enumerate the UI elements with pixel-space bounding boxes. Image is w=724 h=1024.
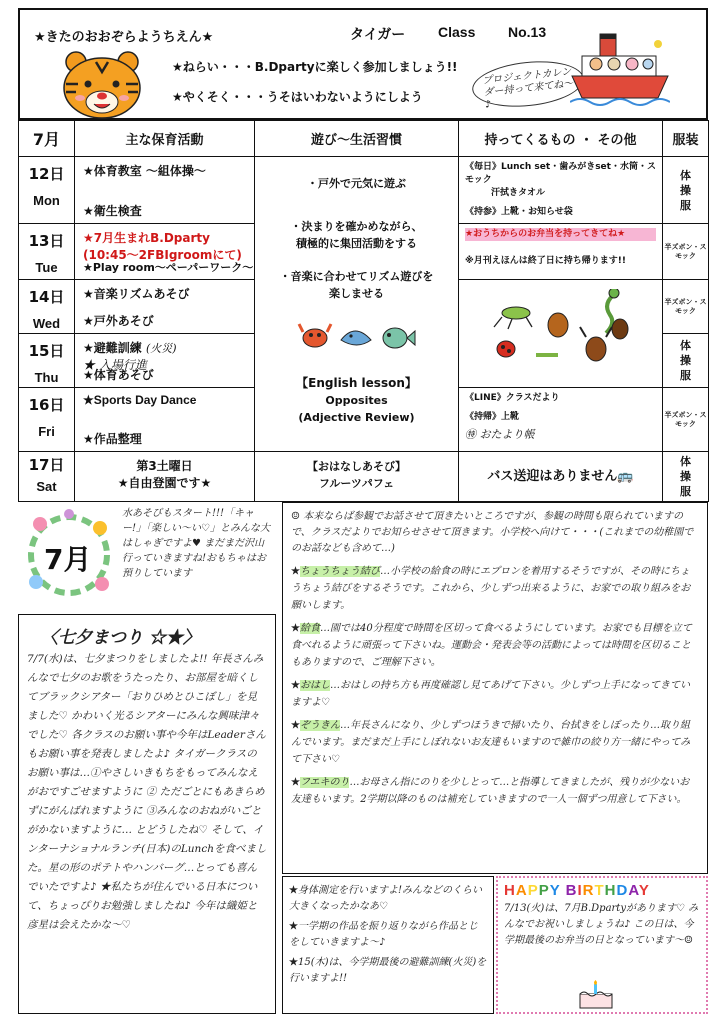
weekly-schedule-table [18, 120, 709, 502]
header [18, 8, 708, 120]
tanabata-body: 7/7(水)は、七夕まつりをしましたよ!! 年長さんみんなで七夕のお歌をうたったり、お部屋を暗くしてブラックシアター「おりひめとひこぼし」を見ました♡ かわいく光るシアターにみんな興味津々でした♡ 各クラスのお願い事や今年はLeaderさんもお願い事を発表しましたよ♪ タイガークラスのお願い事は…①やさしいきもちをもってみんなえがおですごせますように ② ただごとにもあきらめずにがんばれますように ③みんなのおねがいごとがかないますように… とどうしたね♡ そして、インターナショナルランチ(日本)のLunchを食べました。星の形のポテトやハンバーグ…とっても喜んでいたですよ♪ ★私たちが住んでいる日本について、ちょっぴりお勉強しましたね♪ 今年は織姫と彦星は会えたかな〜♡ [27, 653, 267, 931]
note-item: ★ぞうきん…年長さんになり、少しずつほうきで掃いたり、台拭きをしぼったり…取り組んでいます。まだまだ上手にしぼれないお友達もいますので雑巾の絞り方一緒にやってみて下さい♡ [291, 720, 691, 765]
bring-cell: バス送迎はありません🚌 [459, 452, 663, 502]
play-header: 遊び〜生活習慣 [255, 121, 459, 157]
activities-header: 主な保育活動 [75, 121, 255, 157]
clothing-header: 服装 [663, 121, 709, 157]
activity-cell: ★Sports Day Dance ★作品整理 [75, 388, 255, 452]
goal-text: ★ねらい・・・B.Dpartyに楽しく参加しましょう!! [172, 60, 458, 74]
event-item: ★15(木)は、今学期最後の避難訓練(火災)を行いますよ!! [289, 957, 487, 984]
upcoming-events [282, 876, 494, 1014]
note-item: ★給食…園では40分程度で時間を区切って食べるようにしています。お家でも目標を立て食べれるように頑張って下さいね。運動会・発表会等の活動によっては時間を区切ることもありますので、ご理解下さい。 [291, 623, 692, 668]
star-icon: ★ [291, 720, 300, 731]
class-name: タイガー [350, 27, 406, 43]
english-lesson-title: 【English lesson】 [296, 376, 417, 390]
class-label: Class [438, 24, 476, 40]
issue-number: No.13 [508, 24, 547, 40]
note-item: ★おはし…おはしの持ち方も再度確認し見てあげて下さい。少しずつ上手になってきていますよ♡ [291, 680, 690, 708]
activity-cell: ★避難訓練 (火災) ★ 入場行進 ★体育あそび [75, 334, 255, 388]
note-item: ★ちょうちょう結び…小学校の給食の時にエプロンを着用するそうですが、その時にちょうちょう結びをするそうです。これから、少しずつ出来るように、お家での取り組みをお願いします。 [291, 566, 691, 611]
story-cell: 【おはなしあそび】 フルーツパフェ [255, 452, 459, 502]
day-cell: 12日 Mon [19, 157, 75, 224]
play-habits-cell: ・戸外で元気に遊ぶ ・決まりを確かめながら、 積極的に集団活動をする ・音楽に合わせてリズム遊びを 楽しませる 【English lesson】 Opposites (Adjective Review) [255, 157, 459, 452]
smile-icon: ☺ [291, 511, 300, 522]
day-cell: 14日 Wed [19, 280, 75, 334]
insects-illustration [486, 289, 636, 373]
tanabata-title: 〈七夕まつり ☆★〉 [41, 628, 200, 648]
event-item: ★身体測定を行いますよ!みんなどのくらい大きくなったかなあ♡ [289, 885, 482, 912]
sea-creatures-illustration [297, 318, 417, 352]
month-header: 7月 [19, 121, 75, 157]
bring-cell: 《LINE》クラスだより 《持帰》上靴 ㊕ おたより帳 [459, 388, 663, 452]
note-item: ★フエキのり…お母さん指にのりを少しとって…と指導してきましたが、残りが少ないお友達もいます。2学期以降のものは補充していきますので一人一個ずつ用意して下さい。 [291, 777, 690, 805]
activity-cell: ★音楽リズムあそび ★戸外あそび [75, 280, 255, 334]
clothing-cell: 半ズボン・スモック [663, 280, 709, 334]
day-cell: 17日 Sat [19, 452, 75, 502]
birthday-message: 7/13(火)は、7月B.Dpartyがあります♡ みんなでお祝いしましょうね♪ この日は、今学期最後のお弁当の日となっています〜☺ [504, 903, 699, 946]
bring-cell [459, 280, 663, 388]
event-item: ★一学期の作品を振り返りながら作品とじをしていきますよ〜♪ [289, 921, 478, 948]
birthday-title: HAPPY BIRTHDAY [504, 882, 650, 899]
star-icon: ★ [291, 566, 300, 577]
english-lesson-topic: Opposites [325, 394, 388, 407]
clothing-cell: 半ズボン・スモック [663, 388, 709, 452]
table-row [19, 157, 709, 224]
july-badge: 7月 [44, 543, 92, 576]
clothing-cell: 体操服 [663, 157, 709, 224]
clothing-cell: 体操服 [663, 334, 709, 388]
bring-cell: 《毎日》Lunch set・歯みがきset・水筒・スモック 汗拭きタオル 《持参》上靴・お知らせ袋 [459, 157, 663, 224]
july-section [18, 502, 276, 612]
day-cell: 15日 Thu [19, 334, 75, 388]
day-cell: 16日 Fri [19, 388, 75, 452]
school-name: ★きたのおおぞらようちえん★ [34, 30, 214, 45]
star-icon: ★ [291, 680, 300, 691]
activity-cell: ★7月生まれB.Dparty (10:45〜2FBIgroomにて) ★Play room〜ペーパーワーク〜 [75, 224, 255, 280]
school-prep-notes [282, 502, 708, 874]
star-icon: ★ [291, 777, 300, 788]
clothing-cell: 体操服 [663, 452, 709, 502]
english-lesson-subtopic: (Adjective Review) [298, 411, 415, 424]
notes-intro: 本来ならば参観でお話させて頂きたいところですが、参観の時間も限られていますので、クラスだよりでお知らせさせて頂きます。小学校へ向けて・・・(これまでの幼稚園でのお話なども含めて…) [291, 511, 694, 554]
star-icon: ★ [291, 623, 300, 634]
activity-cell: 第3土曜日 ★自由登園です★ [75, 452, 255, 502]
bring-header: 持ってくるもの ・ その他 [459, 121, 663, 157]
day-cell: 13日 Tue [19, 224, 75, 280]
newsletter-page [18, 8, 708, 1016]
bring-cell: ★おうちからのお弁当を持ってきてね★ ※月刊えほんは終了日に持ち帰ります!! [459, 224, 663, 280]
tanabata-section [18, 614, 276, 1014]
birthday-section [496, 876, 708, 1014]
table-row [19, 452, 709, 502]
promise-text: ★やくそく・・・うそはいわないようにしよう [172, 90, 423, 104]
ship-illustration [570, 30, 670, 112]
tiger-illustration [60, 48, 144, 120]
birthday-cake-illustration [576, 980, 616, 1010]
clothing-cell: 半ズボン・スモック [663, 224, 709, 280]
activity-cell: ★体育教室 〜組体操〜 ★衛生検査 [75, 157, 255, 224]
july-message: 水あそびもスタート!!!「キャー!」「楽しい〜い♡」とみんな大はしゃぎですよ♥ まだまだ沢山行っていきますね!おもちゃはお預りしています [122, 508, 270, 579]
speech-bubble: プロジェクトカレンダー持って来てね〜♪ [470, 56, 586, 111]
